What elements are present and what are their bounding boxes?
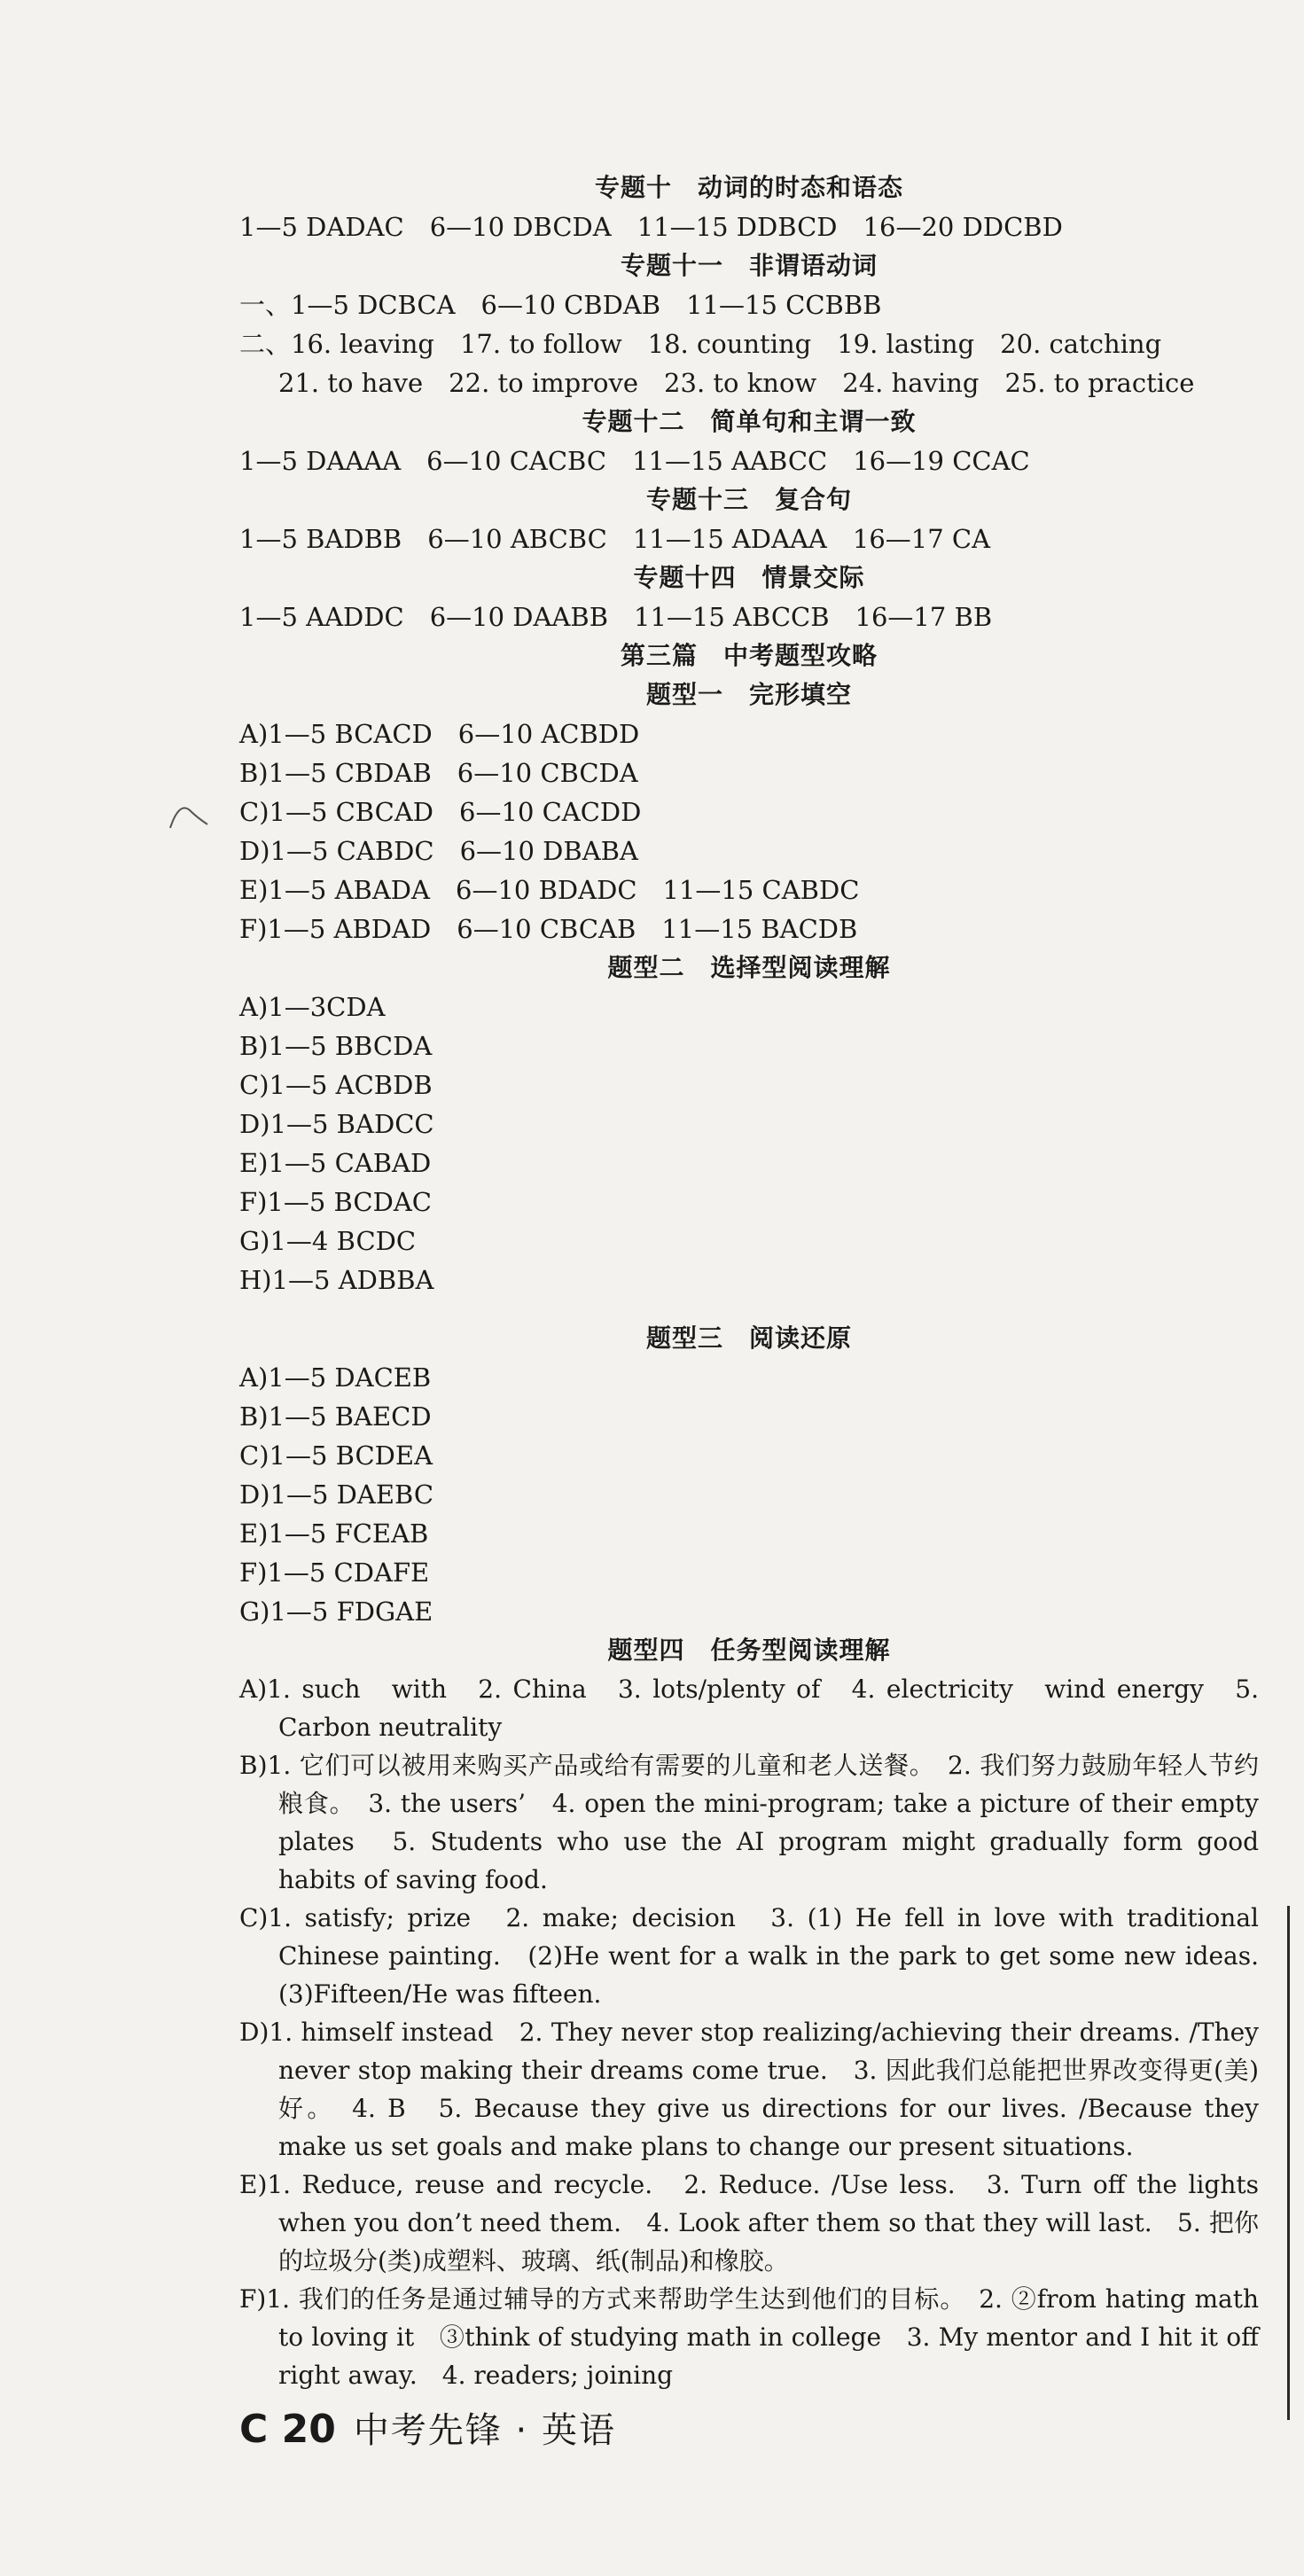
type-3-row: A)1—5 DACEB xyxy=(239,1362,432,1393)
type-1-row: F)1—5 ABDAD 6—10 CBCAB 11—15 BACDB xyxy=(239,914,858,944)
section-title-13: 专题十三 复合句 xyxy=(645,485,852,514)
answers-12: 1—5 DAAAA 6—10 CACBC 11—15 AABCC 16—19 CCAC xyxy=(239,446,1030,476)
type-1-title: 题型一 完形填空 xyxy=(645,680,852,709)
type-4-answer-a: A)1. such with 2. China 3. lots/plenty of 4. electricity wind energy 5. Carbon neutrality xyxy=(239,1674,1259,1742)
type-3-row: E)1—5 FCEAB xyxy=(239,1518,429,1549)
section-title-12: 专题十二 简单句和主谓一致 xyxy=(582,407,917,436)
type-2-row: B)1—5 BBCDA xyxy=(239,1031,433,1061)
answers-13: 1—5 BADBB 6—10 ABCBC 11—15 ADAAA 16—17 CA xyxy=(239,524,991,554)
section-title-14: 专题十四 情景交际 xyxy=(633,563,865,592)
type-2-row: C)1—5 ACBDB xyxy=(239,1070,433,1100)
answer-content xyxy=(239,168,1284,2394)
type-1-row: C)1—5 CBCAD 6—10 CACDD xyxy=(239,797,642,827)
page-footer xyxy=(239,2402,616,2453)
margin-rule xyxy=(1287,1906,1290,2420)
type-3-row: B)1—5 BAECD xyxy=(239,1401,432,1432)
type-2-row: G)1—4 BCDC xyxy=(239,1226,417,1256)
pen-mark-icon xyxy=(167,798,211,833)
type-4-answer-c: C)1. satisfy; prize 2. make; decision 3. (1) He fell in love with traditional Chinese painting. (2)He went for a walk in the park to get some new ideas. (3)Fifteen/He was fifteen. xyxy=(239,1903,1284,2009)
type-1-row: A)1—5 BCACD 6—10 ACBDD xyxy=(239,719,640,749)
type-4-title: 题型四 任务型阅读理解 xyxy=(607,1635,891,1665)
answers-11-line1: 一、1—5 DCBCA 6—10 CBDAB 11—15 CCBBB xyxy=(239,290,882,320)
type-1-row: D)1—5 CABDC 6—10 DBABA xyxy=(239,836,638,866)
type-4-answer-b: B)1. 它们可以被用来购买产品或给有需要的儿童和老人送餐。 2. 我们努力鼓励年轻人节约粮食。 3. the users’ 4. open the mini-program; take a picture of their empty plates 5. Students who use the AI program might gradually form good habits of saving food. xyxy=(239,1751,1259,1894)
type-1-row: B)1—5 CBDAB 6—10 CBCDA xyxy=(239,758,638,788)
answers-11-line3: 21. to have 22. to improve 23. to know 24. having 25. to practice xyxy=(278,368,1195,398)
type-1-row: E)1—5 ABADA 6—10 BDADC 11—15 CABDC xyxy=(239,875,860,905)
part-three-title: 第三篇 中考题型攻略 xyxy=(620,641,878,670)
type-4-answer-f: F)1. 我们的任务是通过辅导的方式来帮助学生达到他们的目标。 2. ②from hating math to loving it ③think of studying math in college 3. My mentor and I hit it off right away. 4. readers; joining xyxy=(239,2284,1259,2390)
type-3-row: D)1—5 DAEBC xyxy=(239,1479,434,1510)
type-2-title: 题型二 选择型阅读理解 xyxy=(607,953,891,982)
type-2-row: F)1—5 BCDAC xyxy=(239,1187,432,1217)
answers-10: 1—5 DADAC 6—10 DBCDA 11—15 DDBCD 16—20 DDCBD xyxy=(239,212,1063,242)
page-number: C 20 xyxy=(239,2407,336,2452)
type-3-row: F)1—5 CDAFE xyxy=(239,1557,430,1588)
type-4-answer-e: E)1. Reduce, reuse and recycle. 2. Reduce. /Use less. 3. Turn off the lights when you don’t need them. 4. Look after them so that they will last. 5. 把你的垃圾分(类)成塑料、玻璃、纸(制品)和橡胶。 xyxy=(239,2170,1259,2275)
type-3-row: G)1—5 FDGAE xyxy=(239,1596,433,1627)
type-2-row: H)1—5 ADBBA xyxy=(239,1265,434,1295)
answers-14: 1—5 AADDC 6—10 DAABB 11—15 ABCCB 16—17 BB xyxy=(239,602,993,632)
spacer xyxy=(239,1300,1259,1319)
answers-11-line2: 二、16. leaving 17. to follow 18. counting 19. lasting 20. catching xyxy=(239,329,1162,359)
type-2-row: A)1—3CDA xyxy=(239,992,386,1022)
type-3-title: 题型三 阅读还原 xyxy=(645,1323,852,1353)
type-2-row: D)1—5 BADCC xyxy=(239,1109,434,1139)
section-title-10: 专题十 动词的时态和语态 xyxy=(594,173,903,202)
type-4-answer-d: D)1. himself instead 2. They never stop realizing/achieving their dreams. /They never stop making their dreams come true. 3. 因此我们总能把世界改变得更(美)好。 4. B 5. Because they give us directions for our lives. /Because they make us set goals and make plans to change our present situations. xyxy=(239,2018,1259,2161)
type-3-row: C)1—5 BCDEA xyxy=(239,1440,433,1471)
type-2-row: E)1—5 CABAD xyxy=(239,1148,432,1178)
book-title: 中考先锋 · 英语 xyxy=(353,2410,616,2451)
section-title-11: 专题十一 非谓语动词 xyxy=(620,251,878,280)
